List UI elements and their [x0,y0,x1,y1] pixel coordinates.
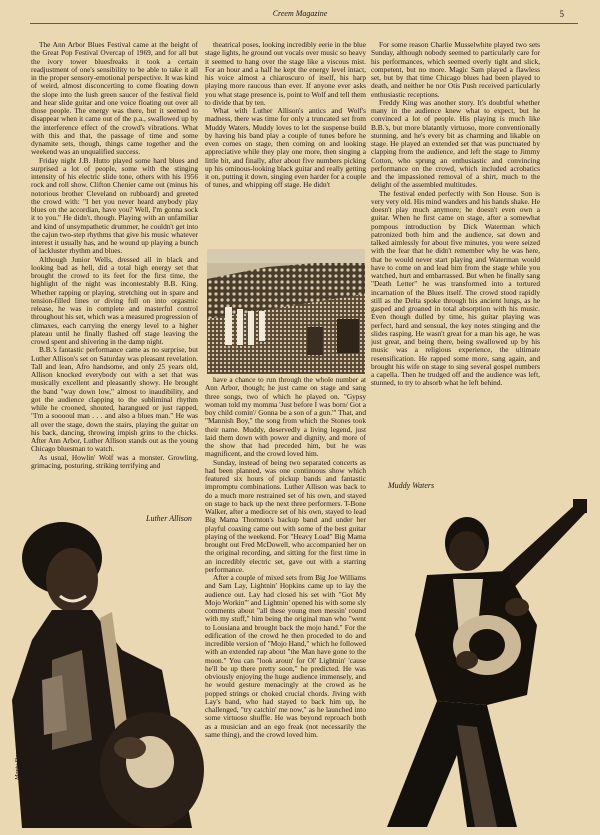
paragraph: Sunday, instead of being two separated concerts as had been planned, was one continuous show which featured six hours of pickup bands and fantastic impromptu combinations. Luther Allison was back to do a much more restrained set of his own, and stayed on stage to back up the next three performers. T-Bone Walker, after a mediocre set of his own, stayed to lead Big Mama Thornton's backup band and under her playful coaxing came out with some of the best guitar playing of the weekend. For "Heavy Load" Big Mama brought out Fred McDowell, who accompanied her on the original recording, and sitting for the first time in an incredibly electric set, gave out with a starring performance. [205,457,366,574]
page-header [0,9,600,23]
paragraph: For some reason Charlie Musselwhite played two sets Sunday, although nobody seemed to particularly care for his performances, which seemed overly tight and slick, competent, but no more. Magic Sam played a flawless set, but by that time Chicago blues had been played to death, and neither he nor Otis Push received particularly enthusiastic receptions. [371,41,540,99]
paragraph: have a chance to run through the whole number at Ann Arbor, though; he just came on stage and sang three songs, two of which he played on. "Gypsy woman told my momma 'Just before I was born/ Got a boy child comin'/ Gonna be a son of a gun.'" That, and "Mannish Boy," the song from which the Stones took their name. Muddy, deservedly a living legend, just laid them down with power and dignity, and more of the show that had preceded him, but he was magnificent, and the crowd loved him. [205,376,366,459]
paragraph: After a couple of mixed sets from Big Joe Williams and Sam Lay, Lightnin' Hopkins came up to lay the audience out. Lay had closed his set with "Got My Mojo Workin'" and Lightnin' opened his with some sly comments about "all these young men messin' round with my stuff," him being the original man who "went to Lousiana and brought back the mojo hand." For the edification of the crowd he then proceded to do and incredible version of "Mojo Hand," which he followed with an extended rap about "the Man have gone to the moon." You can "look aroun' for Ol' Lightnin' 'cause he'll be up there pretty soon," he predicted. He was obviously enjoying the huge audience immensely, and he would gesture menacingly at the crowd as he popped strings or choked crucial chords. Jiving with Lay's band, who had stayed to back him up, he challenged, "try catchin' me now," as he launched into some virtuoso shuffle. He was beyond reproach both as a musician and an ego freak (not necessarily the same thing), and the crowd loved him. [205,573,366,739]
paragraph: B.B.'s fantastic performance came as no surprise, but Luther Allison's set on Saturday was pleasant revelation. Tall and lean, Afro handsome, and only 25 years old, Allison knocked everybody out with a set that was musically excellent and pleasantly showy. He brought the band "way down low," almost to inaudibility, and got the audience clapping to the subliminal rhythm while he crooned, shouted, harangued or just rapped, "I'm a sooooul man . . . and also a blues man." He was all over the stage, down the stairs, playing the guitar on his back, dancing, throwing impish grins to the chicks. After Ann Arbor, Luther Allison stands out as the young Chicago bluesman to watch. [31,345,198,454]
article-column-1 [31,41,198,502]
crowd-photo-image [207,249,365,374]
luther-allison-caption: Luther Allison [146,514,192,523]
muddy-waters-caption: Muddy Waters [388,481,435,490]
photo-credit: Marty Dean [14,748,21,780]
article-column-3 [371,41,540,479]
magazine-title: Creem Magazine [272,9,328,18]
article-column-2-top [205,41,366,250]
muddy-waters-image [367,495,600,827]
paragraph: Although Junior Wells, dressed all in black and looking bad as hell, did a total high energy set that brought the crowd to its feet for the first time, the highlight of the night was incontestably B.B. King. Whether rapping or playing, stretching out in spare and tension-filled lines or diving full on into orgasmic release, he was in complete and masterful control throughout his set, which was a measured progression of climaxes, each carrying the energy level to a higher plateau until he finally flashed off stage leaving the crowd spent and shivering in the damp night. [31,254,198,346]
page-number: 5 [559,9,564,19]
luther-allison-photo [12,500,205,828]
luther-allison-image [12,500,205,828]
header-rule [30,23,578,24]
paragraph: Freddy King was another story. It's doubtful whether many in the audience knew what to expect, but he convinced a lot of people. His playing is much like B.B.'s, but more blatantly virtuoso, more conventionally stunning, and he's every bit as charming and likable on stage. He played an extended set that was punctuated by clapping from the audience, and left the stage to Jimmy Cotton, who sprung an enthusiastic and convincing performance on the crowd, which included acrobatics and the impassioned removal of a shirt, much to the delight of the assembled multitudes. [371,97,540,190]
paragraph: As usual, Howlin' Wolf was a monster. Growling, grimacing, posturing, striking terrifying and [31,452,198,470]
paragraph: theatrical poses, looking incredibly eerie in the blue stage lights, he ground out vocals over music so heavy it seemed to hang over the stage like a viscous mist. For an hour and a half he kept the energy level intact, his voice almost a chiaroscuro of itself, his harp playing more raucous than ever. If anyone ever asks you what stage presence is, point to Wolf and tell them to divide that by ten. [205,41,366,107]
article-column-2-bottom [205,376,366,826]
crowd-photo [207,249,365,374]
paragraph: Friday night J.B. Hutto played some hard blues and surprised a lot of people, some with the stinging intensity of his electric slide tone, others with his 1956 rock and roll show. Clifton Chenier came out (minus his notorious brother Cleveland on rubboard) and greeted the crowd with: "I bet you never heard anybody play blues on the accordian, have you? Well, I'm gonna sock it to you." He didn't, though. Playing with an unfamiliar and kind of unsympathetic drummer, he couldn't get into the cajun two-step rhythms that give his music whatever interest it usually has, and he wound up playing a bunch of lackluster rhythm and blues. [31,155,198,256]
paragraph: The Ann Arbor Blues Festival came at the height of the Great Pop Festival Overcap of 1969, and for all but the ivory tower bluesfreaks it took a certain readjustment of one's sensibility to be able to take it all in the proper sensory-emotional perspective. It was kind of weird, almost disconcerting to come floating down the slope into the lush green saucer of the festival field and hear slide guitar and one voice floating out over all those people. The energy was there, but it seemed to disappear when it came out of the p.a., swallowed up by the interference effect of the crowd's vibrations. What with this and that, the passage of time and some dynamite sets, though, things came together and the weekend was an unqualified success. [31,41,198,157]
paragraph: The festival ended perfectly with Son House. Son is very very old. His mind wanders and his hands shake. He doesn't play much anymore; he doesn't even own a guitar. When he first came on stage, after a somewhat pompous introduction by Dick Waterman which patronized both him and the audience, sat down and talked aimlessly for about five minutes, you were seized with the fear that he didn't remember why he was here, that he would never start playing and Waterman would have to come on and lead him from the stage while you watched, hurt and embarrassed. But when he finally sang "Death Letter" he was transformed into a tortured incarnation of the Blues itself. The crowd stood rapidly still as the Delta spoke through his ancient lungs, as he gasped and groaned in total absorption with his music. Even though dulled by time, his guitar playing was perfect, hard and sensual, the key notes stinging and the slides rasping. He wasn't great for a man his age, he was just great, and being there, being swallowed up by his music was a religious experience, the ultimate resensification. He rapped some more, sang again, and brought his wife on stage to sing several gospel numbers a capella. Then he trudged off and the audience was left, stunned, to try to absorb what he left behind. [371,188,540,388]
paragraph: What with Luther Allison's antics and Wolf's madness, there was time for only a truncated set from Muddy Waters. Muddy loves to let the suspense build by having his band play a couple of tunes before he even comes on stage, then coming on and looking appreciative while they play one more, then singing a little bit, and finally, after about five numbers picking up his ominous-looking black guitar and really getting it on, putting it down, singing even harder for a couple of tunes, and whipping off stage. He didn't [205,106,366,190]
muddy-waters-photo [367,495,600,827]
